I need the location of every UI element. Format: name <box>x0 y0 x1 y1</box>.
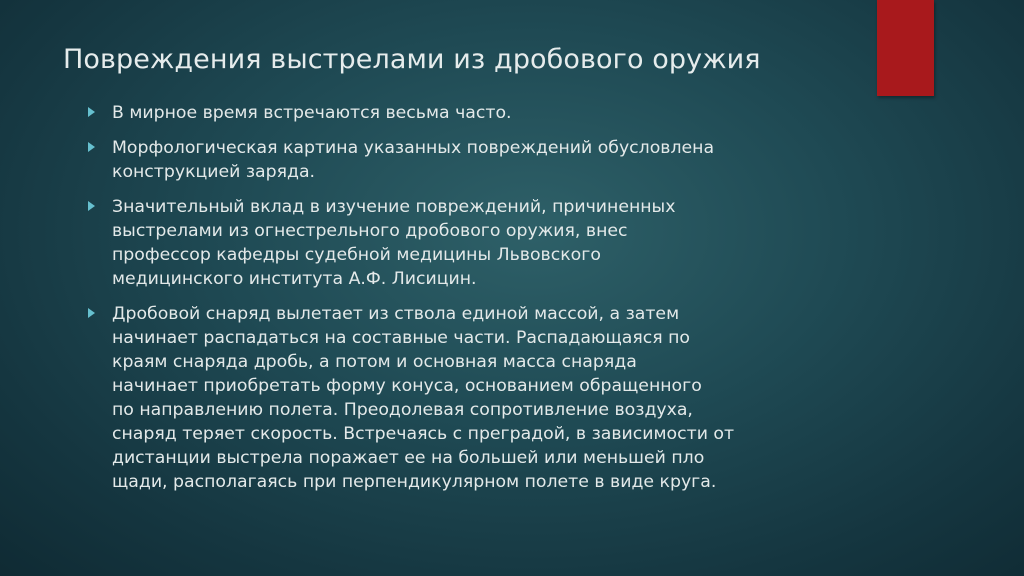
bullet-text <box>112 101 828 125</box>
triangle-right-icon <box>88 142 95 152</box>
bullet-line: профессор кафедры судебной медицины Львовского <box>112 245 601 265</box>
bullet-line: щади, располагаясь при перпендикулярном полете в виде круга. <box>112 472 717 492</box>
red-accent-bar <box>877 0 934 96</box>
bullet-line: Морфологическая картина указанных повреждений обусловлена <box>112 138 715 158</box>
bullet-line: начинает распадаться на составные части. Распадающаяся по <box>112 328 691 348</box>
bullet-line: краям снаряда дробь, а потом и основная масса снаряда <box>112 352 637 372</box>
bullet-item <box>88 195 828 291</box>
bullet-text <box>112 136 828 184</box>
bullet-line: Значительный вклад в изучение повреждений, причиненных <box>112 197 676 217</box>
bullet-line: начинает приобретать форму конуса, основанием обращенного <box>112 376 702 396</box>
bullet-line: выстрелами из огнестрельного дробового оружия, внес <box>112 221 628 241</box>
triangle-right-icon <box>88 201 95 211</box>
bullet-line: по направлению полета. Преодолевая сопротивление воздуха, <box>112 400 693 420</box>
bullet-item <box>88 302 828 494</box>
bullet-line: конструкцией заряда. <box>112 162 316 182</box>
bullet-list <box>88 101 828 505</box>
triangle-right-icon <box>88 107 95 117</box>
bullet-text <box>112 195 828 291</box>
bullet-line: В мирное время встречаются весьма часто. <box>112 103 512 123</box>
slide-title: Повреждения выстрелами из дробового оружия <box>63 44 761 75</box>
bullet-item <box>88 101 828 125</box>
bullet-text <box>112 302 828 494</box>
bullet-item <box>88 136 828 184</box>
triangle-right-icon <box>88 308 95 318</box>
bullet-line: Дробовой снаряд вылетает из ствола единой массой, а затем <box>112 304 680 324</box>
bullet-line: снаряд теряет скорость. Встречаясь с преградой, в зависимости от <box>112 424 735 444</box>
bullet-line: медицинского института А.Ф. Лисицин. <box>112 269 477 289</box>
bullet-line: дистанции выстрела поражает ее на большей или меньшей пло <box>112 448 705 468</box>
